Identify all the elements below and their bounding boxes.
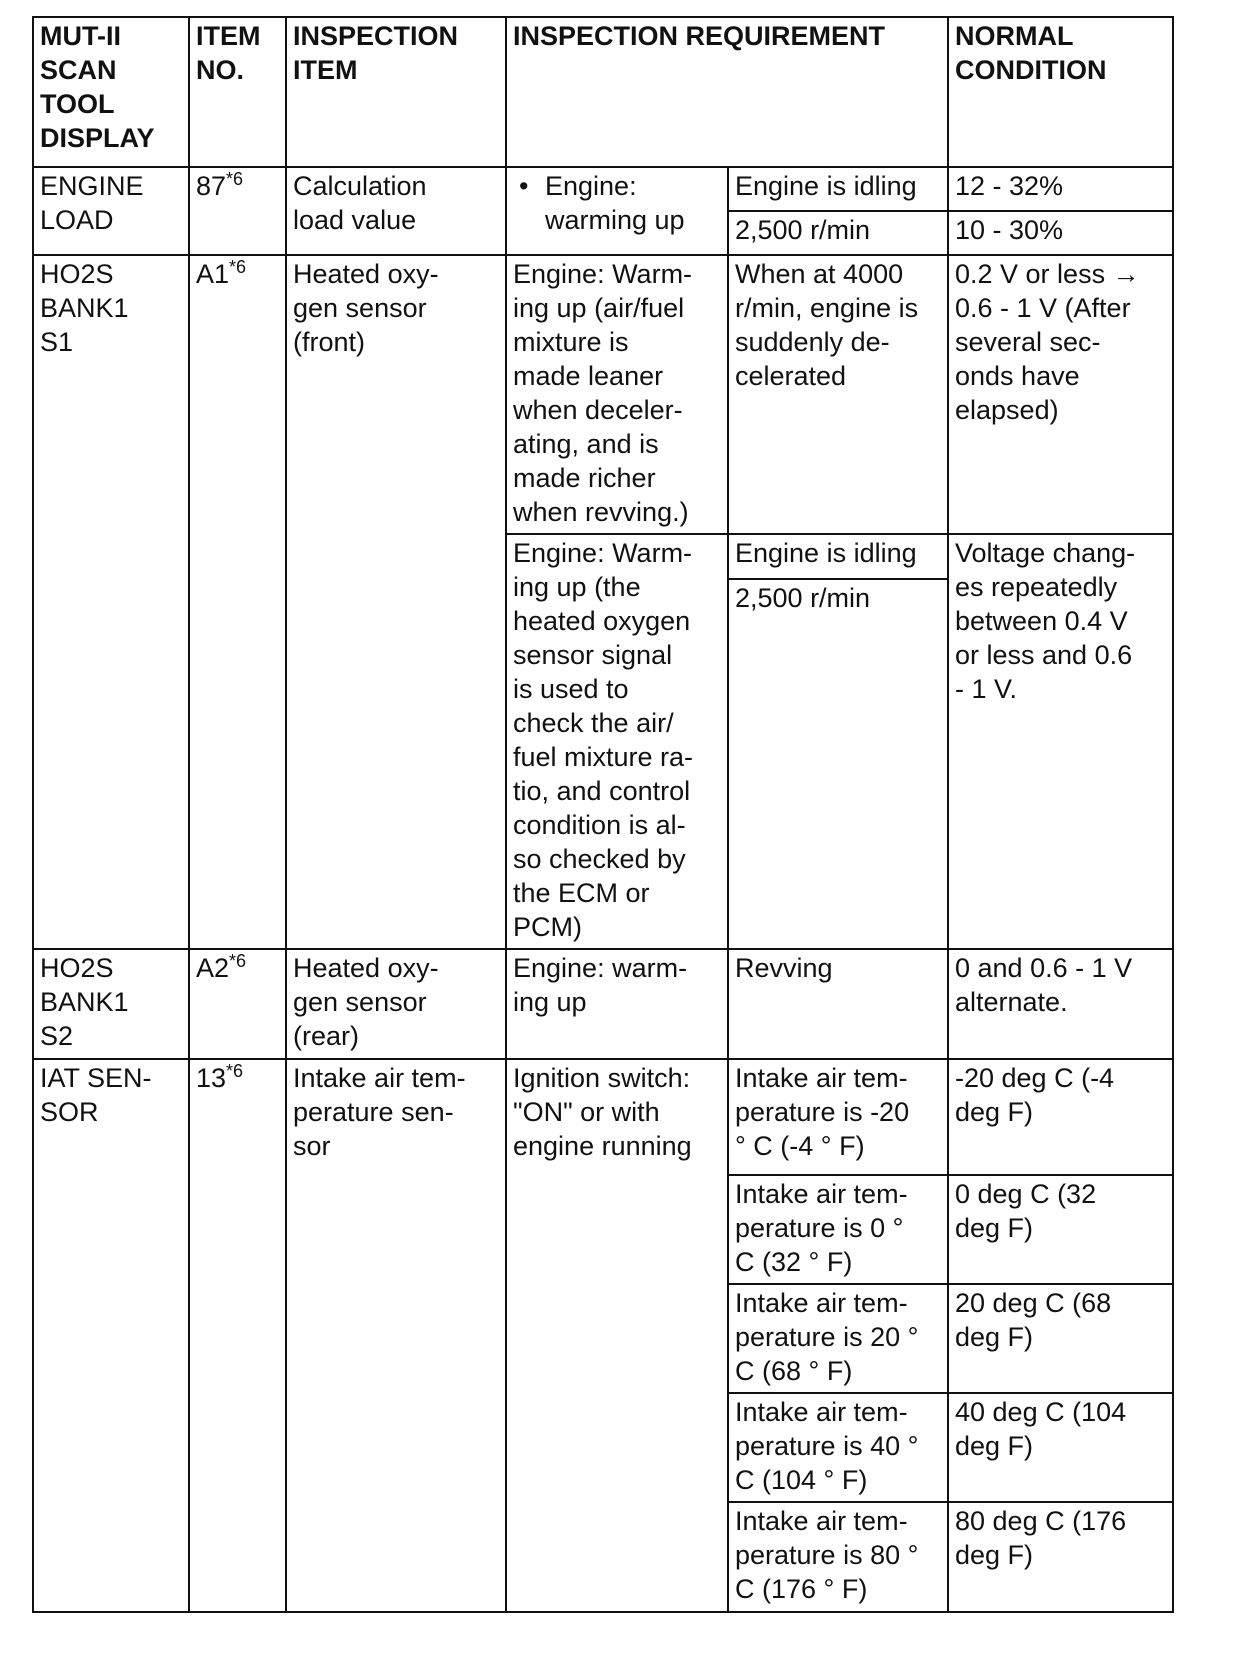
engine-load-item: Calculation load value <box>286 167 506 255</box>
ho2s-s1-normal-feedback: Voltage chang- es repeatedly between 0.4 V or less and 0.6 - 1 V. <box>948 534 1173 949</box>
requirement-text: Engine: warming up <box>545 171 685 235</box>
table-row <box>33 255 1173 534</box>
iat-normal-0: 0 deg C (32 deg F) <box>948 1175 1173 1284</box>
engine-load-normal-2500: 10 - 30% <box>948 211 1173 255</box>
ho2s-s1-item-no <box>189 255 286 949</box>
iat-normal-minus20: -20 deg C (-4 deg F) <box>948 1059 1173 1175</box>
engine-load-condition-idling: Engine is idling <box>728 167 948 211</box>
engine-load-item-no <box>189 167 286 255</box>
engine-load-display: ENGINE LOAD <box>33 167 189 255</box>
footnote-mark: *6 <box>226 1061 244 1081</box>
ho2s-s1-condition-idling: Engine is idling <box>728 534 948 579</box>
iat-condition-80: Intake air tem- perature is 80 ° C (176 ° F) <box>728 1502 948 1612</box>
header-row <box>33 17 1173 167</box>
iat-normal-20: 20 deg C (68 deg F) <box>948 1284 1173 1393</box>
iat-condition-0: Intake air tem- perature is 0 ° C (32 ° F) <box>728 1175 948 1284</box>
item-number: 87 <box>196 171 227 201</box>
ho2s-s2-item: Heated oxy- gen sensor (rear) <box>286 949 506 1059</box>
table-row <box>33 1059 1173 1175</box>
header-item-no: ITEM NO. <box>189 17 286 167</box>
iat-item-no <box>189 1059 286 1612</box>
bullet-icon <box>513 171 545 201</box>
iat-display: IAT SEN- SOR <box>33 1059 189 1612</box>
iat-normal-40: 40 deg C (104 deg F) <box>948 1393 1173 1502</box>
header-inspection-requirement: INSPECTION REQUIREMENT <box>506 17 948 167</box>
item-number: 13 <box>196 1063 227 1093</box>
footnote-mark: *6 <box>229 951 247 971</box>
inspection-table <box>32 16 1174 1613</box>
iat-condition-20: Intake air tem- perature is 20 ° C (68 ° F) <box>728 1284 948 1393</box>
ho2s-s1-condition-2500: 2,500 r/min <box>728 579 948 949</box>
ho2s-s1-requirement-decel: Engine: Warm- ing up (air/fuel mixture is made leaner when deceler- ating, and is made richer when revving.) <box>506 255 728 534</box>
engine-load-requirement <box>506 167 728 255</box>
ho2s-s1-condition-decel: When at 4000 r/min, engine is suddenly de- celerated <box>728 255 948 534</box>
ho2s-s2-item-no <box>189 949 286 1059</box>
ho2s-s2-normal: 0 and 0.6 - 1 V alternate. <box>948 949 1173 1059</box>
ho2s-s1-item: Heated oxy- gen sensor (front) <box>286 255 506 949</box>
header-inspection-item: INSPECTION ITEM <box>286 17 506 167</box>
ho2s-s2-display: HO2S BANK1 S2 <box>33 949 189 1059</box>
iat-requirement: Ignition switch: "ON" or with engine running <box>506 1059 728 1612</box>
page <box>32 16 1172 1613</box>
iat-condition-minus20: Intake air tem- perature is -20 ° C (-4 ° F) <box>728 1059 948 1175</box>
table-row <box>33 949 1173 1059</box>
item-number: A2 <box>196 953 230 983</box>
ho2s-s2-requirement: Engine: warm- ing up <box>506 949 728 1059</box>
ho2s-s1-display: HO2S BANK1 S1 <box>33 255 189 949</box>
engine-load-normal-idling: 12 - 32% <box>948 167 1173 211</box>
iat-condition-40: Intake air tem- perature is 40 ° C (104 ° F) <box>728 1393 948 1502</box>
footnote-mark: *6 <box>229 257 247 277</box>
item-number: A1 <box>196 259 230 289</box>
table-row <box>33 167 1173 211</box>
iat-item: Intake air tem- perature sen- sor <box>286 1059 506 1612</box>
ho2s-s2-condition: Revving <box>728 949 948 1059</box>
iat-normal-80: 80 deg C (176 deg F) <box>948 1502 1173 1612</box>
header-display: MUT-II SCAN TOOL DISPLAY <box>33 17 189 167</box>
header-normal-condition: NORMAL CONDITION <box>948 17 1173 167</box>
footnote-mark: *6 <box>226 169 244 189</box>
ho2s-s1-normal-decel: 0.2 V or less → 0.6 - 1 V (After several sec- onds have elapsed) <box>948 255 1173 534</box>
ho2s-s1-requirement-feedback: Engine: Warm- ing up (the heated oxygen sensor signal is used to check the air/ fuel mixture ra- tio, and control condition is al- so checked by the ECM or PCM) <box>506 534 728 949</box>
engine-load-condition-2500: 2,500 r/min <box>728 211 948 255</box>
